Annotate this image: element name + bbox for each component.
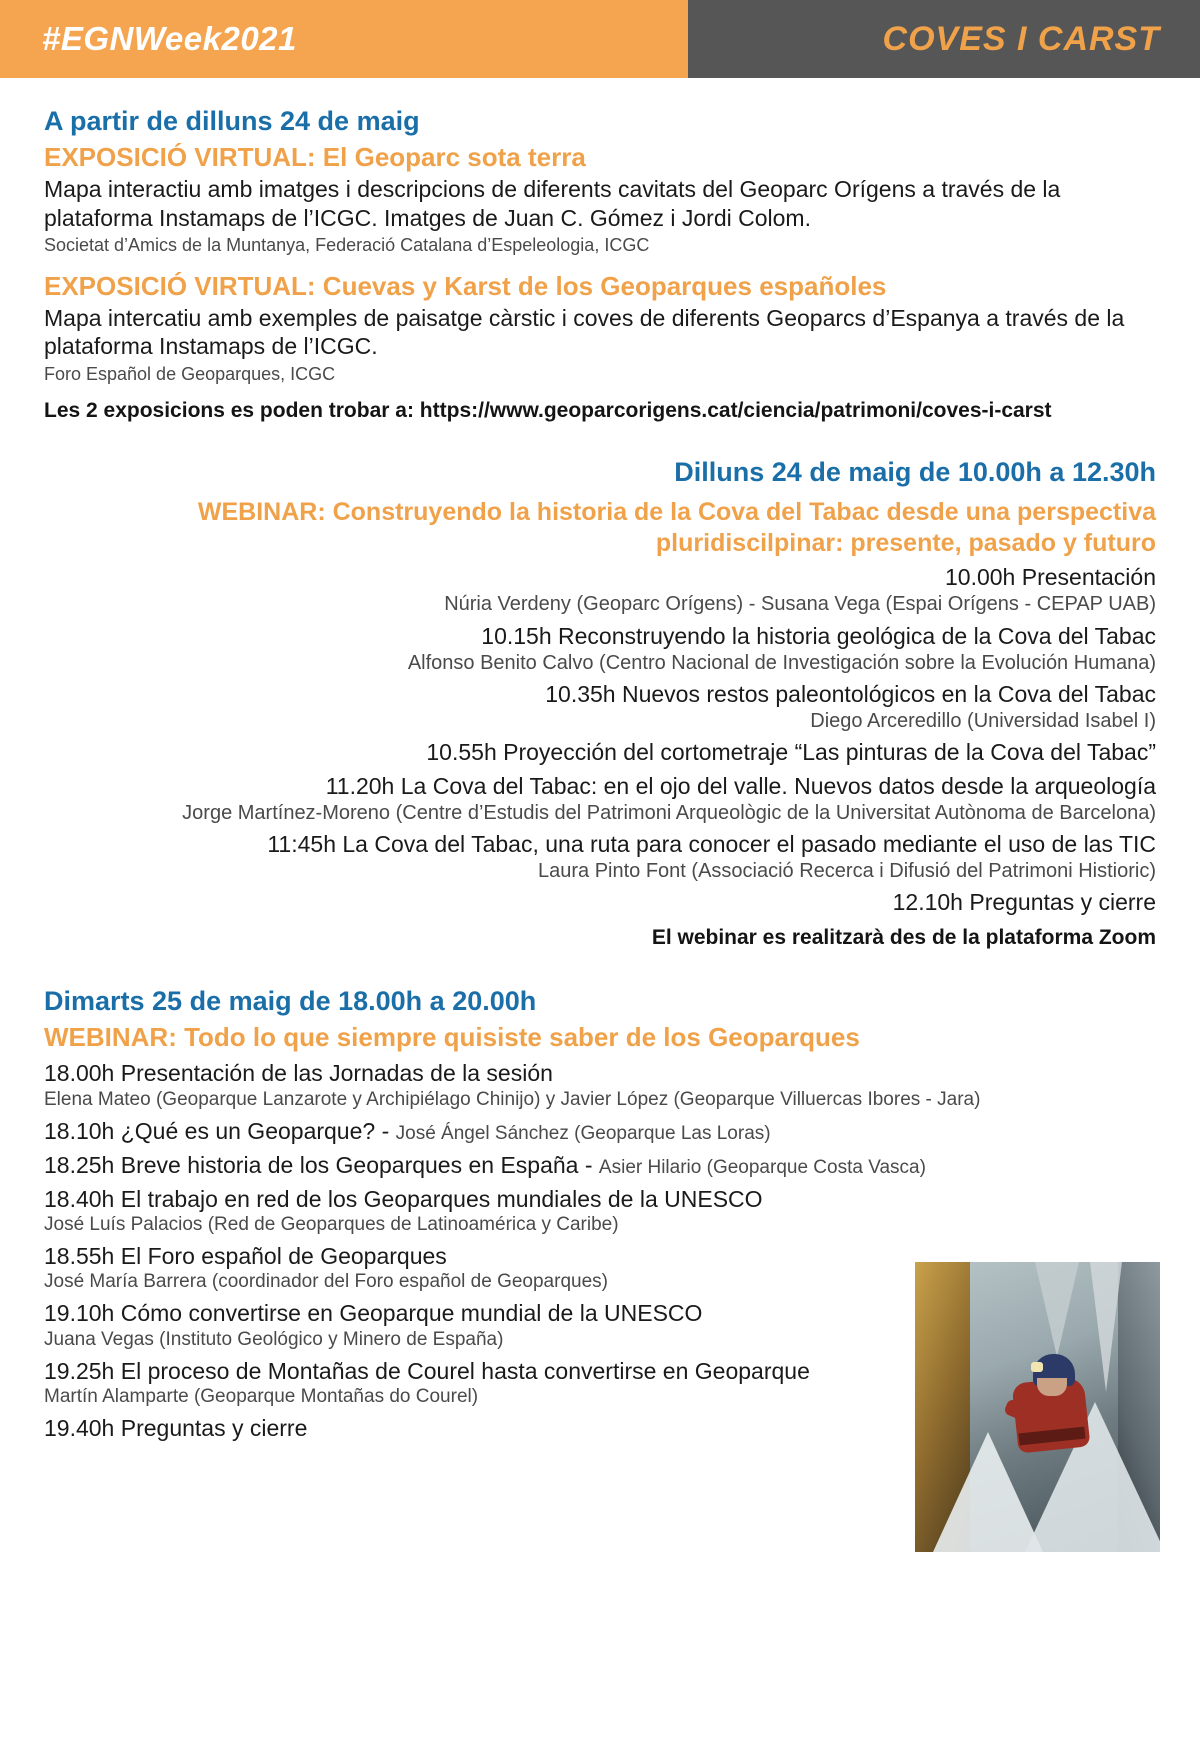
expo1-credit: Societat d’Amics de la Muntanya, Federació Catalana d’Espeleologia, ICGC — [44, 235, 650, 256]
program-speaker: Núria Verdeny (Geoparc Orígens) - Susana Vega (Espai Orígens - CEPAP UAB) — [444, 593, 1156, 616]
program-speaker: Laura Pinto Font (Associació Recerca i Difusió del Patrimoni Histioric) — [537, 860, 1156, 882]
section3-title: WEBINAR: Todo lo que siempre quisiste saber de los Geoparques — [44, 1022, 860, 1053]
expo2-title: EXPOSICIÓ VIRTUAL: Cuevas y Karst de los Geoparques españoles — [44, 270, 887, 301]
program-item — [44, 1059, 1156, 1110]
section-exposicions — [44, 106, 1156, 423]
caver-figure — [1005, 1352, 1101, 1470]
program-item — [44, 1117, 1156, 1145]
program-item — [44, 830, 1156, 883]
program-time-title: 12.10h Preguntas y cierre — [892, 889, 1156, 916]
poster-header — [0, 0, 1200, 78]
section2-program — [44, 563, 1156, 916]
program-time-title — [44, 1151, 1156, 1179]
program-time-title: 10.55h Proyección del cortometraje “Las pinturas de la Cova del Tabac” — [426, 739, 1156, 766]
program-time-title: 19.10h Cómo convertirse en Geoparque mundial de la UNESCO — [44, 1300, 703, 1327]
header-title-band — [688, 0, 1200, 78]
poster-content — [0, 78, 1200, 1442]
program-item — [44, 888, 1156, 916]
expo-link-label: Les 2 exposicions es poden trobar a: — [44, 399, 414, 423]
expo-link-row — [44, 399, 1156, 423]
program-inline-speaker: José Ángel Sánchez (Geoparque Las Loras) — [395, 1122, 771, 1144]
program-item — [44, 738, 1156, 766]
expo1-body: Mapa interactiu amb imatges i descripcions de diferents cavitats del Geoparc Orígens a través de la plataforma Instamaps de l’ICGC. Imatges de Juan C. Gómez i Jordi Colom. — [44, 176, 1061, 231]
program-time-title: 18.00h Presentación de las Jornadas de la sesión — [44, 1060, 553, 1087]
program-speaker: José Luís Palacios (Red de Geoparques de Latinoamérica y Caribe) — [44, 1214, 619, 1236]
program-time-title: 10.00h Presentación — [945, 564, 1156, 591]
program-speaker: Juana Vegas (Instituto Geológico y Minero de España) — [44, 1328, 504, 1350]
expo1-title: EXPOSICIÓ VIRTUAL: El Geoparc sota terra — [44, 141, 586, 172]
section2-title: WEBINAR: Construyendo la historia de la Cova del Tabac desde una perspectiva pluridiscilpinar: presente, pasado y futuro — [197, 498, 1156, 557]
program-item — [44, 1185, 1156, 1236]
program-time-title: 11:45h La Cova del Tabac, una ruta para conocer el pasado mediante el uso de las TIC — [267, 830, 1156, 857]
program-item — [44, 563, 1156, 616]
expo2-credit: Foro Español de Geoparques, ICGC — [44, 363, 336, 384]
expo-link-url[interactable]: https://www.geoparcorigens.cat/ciencia/patrimoni/coves-i-carst — [419, 399, 1052, 423]
program-speaker: Martín Alamparte (Geoparque Montañas do Courel) — [44, 1385, 479, 1407]
program-time-title: 10.35h Nuevos restos paleontológicos en la Cova del Tabac — [545, 681, 1156, 708]
header-hashtag-band — [0, 0, 688, 78]
program-time-title: 18.55h El Foro español de Geoparques — [44, 1243, 447, 1270]
caver-photo — [915, 1262, 1160, 1552]
header-hashtag: #EGNWeek2021 — [42, 20, 297, 57]
expo2-body: Mapa intercatiu amb exemples de paisatge càrstic i coves de diferents Geoparcs d’Espanya a través de la plataforma Instamaps de l’ICGC. — [44, 304, 1125, 360]
program-speaker: Elena Mateo (Geoparque Lanzarote y Archipiélago Chinijo) y Javier López (Geoparque Villuercas Ibores - Jara) — [44, 1088, 981, 1110]
program-speaker: Jorge Martínez-Moreno (Centre d’Estudis del Patrimoni Arqueològic de la Universitat Autònoma de Barcelona) — [182, 801, 1156, 824]
program-inline-speaker: Asier Hilario (Geoparque Costa Vasca) — [598, 1156, 926, 1178]
program-time-title: 19.25h El proceso de Montañas de Courel hasta convertirse en Geoparque — [44, 1357, 810, 1384]
program-item — [44, 680, 1156, 733]
program-time-label: 18.25h Breve historia de los Geoparques en España - — [44, 1151, 593, 1178]
section1-date: A partir de dilluns 24 de maig — [44, 106, 420, 136]
program-item — [44, 1151, 1156, 1179]
section2-note: El webinar es realitzarà des de la plataforma Zoom — [651, 926, 1156, 950]
section2-date: Dilluns 24 de maig de 10.00h a 12.30h — [674, 457, 1156, 488]
program-time-title: 11.20h La Cova del Tabac: en el ojo del valle. Nuevos datos desde la arqueología — [325, 772, 1156, 799]
program-time-title: 18.40h El trabajo en red de los Geoparques mundiales de la UNESCO — [44, 1186, 763, 1213]
program-time-title — [44, 1117, 1156, 1145]
program-item — [44, 622, 1156, 675]
program-time-label: 18.10h ¿Qué es un Geoparque? - — [44, 1117, 390, 1144]
program-speaker: Alfonso Benito Calvo (Centro Nacional de Investigación sobre la Evolución Humana) — [407, 651, 1156, 674]
caver-face — [1037, 1378, 1067, 1396]
section-webinar-1 — [44, 457, 1156, 950]
program-time-title: 19.40h Preguntas y cierre — [44, 1414, 308, 1441]
header-title: COVES I CARST — [882, 19, 1160, 58]
program-item — [44, 772, 1156, 825]
program-speaker: Diego Arceredillo (Universidad Isabel I) — [810, 710, 1156, 733]
stalactite-shape — [1035, 1262, 1079, 1357]
headlamp-icon — [1031, 1362, 1043, 1372]
section3-date: Dimarts 25 de maig de 18.00h a 20.00h — [44, 986, 537, 1017]
program-speaker: José María Barrera (coordinador del Foro español de Geoparques) — [44, 1271, 608, 1293]
program-time-title: 10.15h Reconstruyendo la historia geológica de la Cova del Tabac — [481, 622, 1156, 649]
